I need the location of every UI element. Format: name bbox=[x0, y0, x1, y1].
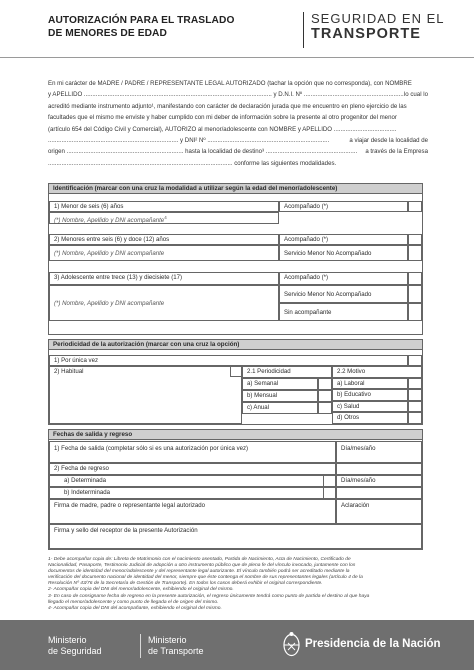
declaration-text-right: lo cual lo bbox=[403, 91, 428, 99]
period-monthly: b) Mensual bbox=[242, 390, 318, 402]
ministry-line-1: Ministerio bbox=[48, 635, 87, 645]
return-undetermined-option: b) Indeterminada bbox=[49, 487, 336, 499]
period-weekly: a) Semanal bbox=[242, 378, 318, 390]
section-title: Fechas de salida y regreso bbox=[49, 430, 422, 440]
row3-checkbox-unaccompanied[interactable] bbox=[408, 285, 422, 303]
section-title: Identificación (marcar con una cruz la modalidad a utilizar según la edad del menor/adolescente) bbox=[49, 184, 422, 194]
presidency-logo-text: Presidencia de la Nación bbox=[305, 638, 441, 650]
footer-divider bbox=[140, 634, 141, 658]
return-date-blank bbox=[336, 463, 422, 475]
row2-checkbox-accompanied[interactable] bbox=[408, 234, 422, 245]
departure-date-label: 1) Fecha de salida (completar sólo si es una autorización por única vez) bbox=[49, 441, 336, 463]
return-date-field[interactable]: Día/mes/año bbox=[336, 475, 422, 487]
periodicity-label: 2.1 Periodicidad bbox=[242, 366, 332, 378]
row3-checkbox-alone[interactable] bbox=[408, 303, 422, 321]
return-determined-option: a) Determinada bbox=[49, 475, 336, 487]
brand-logo bbox=[311, 11, 444, 43]
return-determined-checkbox[interactable] bbox=[323, 475, 336, 487]
motive-other-checkbox[interactable] bbox=[408, 412, 422, 424]
ministry-line-1: Ministerio bbox=[148, 635, 187, 645]
habitual-option: 2) Habitual bbox=[49, 366, 242, 424]
once-checkbox[interactable] bbox=[408, 355, 422, 366]
footnote-line: llegado el menor/adolescente y como punto de llegada el de origen del mismo. bbox=[48, 599, 219, 605]
brand-line-1: SEGURIDAD EN EL bbox=[311, 11, 445, 26]
dates-section bbox=[48, 429, 423, 550]
footnote-line: documentos de identidad del menor/adolescente y del representante legal autorizante. El vínculo también podrá ser acreditado mediante la bbox=[48, 569, 350, 575]
row3-label: 3) Adolescente entre trece (13) y diecisiete (17) bbox=[49, 272, 279, 285]
footnote-line: 4- Acompañar copia del DNI del acompañante, exhibiendo el original del mismo. bbox=[48, 605, 222, 611]
row3-companion-field[interactable]: (*) Nombre, Apellido y DNI acompañante bbox=[49, 285, 279, 321]
declaration-text-left: ............................................................................. y DNI² Nº ........................................................................ bbox=[48, 136, 330, 144]
national-shield-icon bbox=[283, 631, 300, 657]
motive-education-checkbox[interactable] bbox=[408, 389, 422, 401]
row2-checkbox-unaccompanied[interactable] bbox=[408, 245, 422, 261]
row2-label: 2) Menores entre seis (6) y doce (12) años bbox=[49, 234, 279, 245]
row3-checkbox-accompanied[interactable] bbox=[408, 272, 422, 285]
page-header bbox=[0, 0, 474, 58]
companion-placeholder: (*) Nombre, Apellido y DNI acompañante bbox=[54, 217, 165, 225]
ministry-line-2: de Transporte bbox=[148, 645, 204, 656]
footnote-line: 1- Debe acompañar copia de: Libreta de Matrimonio con el nacimiento asentado, Partida de Nacimiento, Acta de Nacimiento, Certificado de bbox=[48, 557, 351, 562]
declaration-text-right: a través de la Empresa bbox=[365, 148, 428, 156]
declaration-text-left: y APELLIDO ............................................................................................................... y D.N.I. Nº ........................................................... bbox=[48, 91, 404, 99]
ministry-transport-logo bbox=[148, 635, 204, 656]
page-footer bbox=[0, 620, 474, 670]
declaration-line bbox=[48, 89, 428, 100]
once-option: 1) Por única vez bbox=[49, 355, 408, 366]
row2-option-unaccompanied: Servicio Menor No Acompañado bbox=[279, 245, 408, 261]
footnote-line: 2- Acompañar copia del DNI del menor/adolescente, exhibiendo el original del mismo. bbox=[48, 587, 234, 593]
section-title: Periodicidad de la autorización (marcar con una cruz la opción) bbox=[49, 340, 422, 350]
row1-label: 1) Menor de seis (6) años bbox=[49, 201, 279, 212]
signature-field[interactable]: Firma de madre, padre o representante legal autorizado bbox=[49, 499, 336, 524]
motive-education: b) Educativo bbox=[332, 389, 408, 401]
period-annual: c) Anual bbox=[242, 402, 318, 414]
row1-checkbox[interactable] bbox=[408, 201, 422, 212]
motive-health: c) Salud bbox=[332, 401, 408, 412]
declaration-line: En mi carácter de MADRE / PADRE / REPRESENTANTE LEGAL AUTORIZADO (tachar la opción que no corresponda), con NOMBRE bbox=[48, 80, 412, 87]
declaration-text-right: a viajar desde la localidad de bbox=[349, 136, 428, 144]
row2-option-accompanied: Acompañado (*) bbox=[279, 234, 408, 245]
footnote-line: Nacionalidad, Pasaporte, Testimonio Judicial de adopción u otro instrumento público que de plena fe del vínculo invocado, juntamente con los bbox=[48, 563, 356, 569]
declaration-line bbox=[48, 135, 428, 146]
motive-health-checkbox[interactable] bbox=[408, 401, 422, 412]
habitual-checkbox[interactable] bbox=[230, 366, 242, 377]
ministry-line-2: de Seguridad bbox=[48, 645, 102, 656]
row3-option-accompanied: Acompañado (*) bbox=[279, 272, 408, 285]
motive-other: d) Otros bbox=[332, 412, 408, 424]
period-annual-checkbox[interactable] bbox=[318, 402, 332, 414]
declaration-line: facultades que el mismo me enviste y haber cumplido con mi deber de información sobre la presente al otro progenitor del menor bbox=[48, 114, 397, 122]
title-line-2: DE MENORES DE EDAD bbox=[48, 27, 167, 39]
motive-label: 2.2 Motivo bbox=[332, 366, 422, 378]
document-title bbox=[48, 15, 234, 40]
clarification-field[interactable]: Aclaración bbox=[336, 499, 422, 524]
title-line-1: AUTORIZACIÓN PARA EL TRASLADO bbox=[48, 15, 235, 26]
footnotes bbox=[48, 557, 428, 612]
footnote-line: verificación del documento nacional de identidad del menor, siempre que éste contenga el nombre de sus representantes legales (artículo 4 de la bbox=[48, 575, 363, 581]
identification-section bbox=[48, 183, 423, 335]
return-date-label: 2) Fecha de regreso bbox=[49, 463, 336, 475]
return-undetermined-blank bbox=[336, 487, 422, 499]
brand-line-2: TRANSPORTE bbox=[311, 26, 421, 42]
row2-companion-field[interactable]: (*) Nombre, Apellido y DNI acompañante bbox=[49, 245, 279, 261]
row1-option-accompanied: Acompañado (*) bbox=[279, 201, 408, 212]
receiver-stamp-field[interactable]: Firma y sello del receptor de la presente Autorización bbox=[49, 524, 422, 549]
declaration-line: acreditó mediante instrumento adjunto¹, manifestando con carácter de declaración jurada que me encuentro en pleno ejercicio de las bbox=[48, 102, 407, 110]
footnote-line: 3- En caso de consignarse fecha de regreso en la presente autorización, el regreso únicamente tendrá como punto de partida el destino al que haya bbox=[48, 593, 370, 599]
declaration-line bbox=[48, 146, 428, 157]
period-weekly-checkbox[interactable] bbox=[318, 378, 332, 390]
header-divider bbox=[303, 12, 304, 48]
departure-date-field[interactable]: Día/mes/año bbox=[336, 441, 422, 463]
periodicity-section bbox=[48, 339, 423, 425]
return-undetermined-checkbox[interactable] bbox=[323, 487, 336, 499]
declaration-line: (artículo 654 del Código Civil y Comercial), AUTORIZO al menor/adolescente con NOMBRE y APELLIDO ..................................... bbox=[48, 125, 397, 133]
row3-option-alone: Sin acompañante bbox=[279, 303, 408, 321]
row1-companion-field[interactable] bbox=[49, 212, 279, 224]
declaration-text-left: origen ..................................................................... hasta la localidad de destino³ ...................................................... bbox=[48, 148, 358, 156]
declaration-text bbox=[48, 78, 428, 169]
period-monthly-checkbox[interactable] bbox=[318, 390, 332, 402]
row3-option-unaccompanied: Servicio Menor No Acompañado bbox=[279, 285, 408, 303]
motive-work-checkbox[interactable] bbox=[408, 378, 422, 389]
ministry-security-logo bbox=[48, 635, 102, 656]
motive-work: a) Laboral bbox=[332, 378, 408, 389]
declaration-line: ............................................................................................................. conforme las siguientes modalidades. bbox=[48, 159, 337, 167]
footnote-line: Resolución Nº 43/76 de la Secretaría de Gestión de Transporte). En todos los casos deberá exhibir el original correspondiente. bbox=[48, 581, 323, 587]
footnote-ref: 4 bbox=[164, 215, 167, 220]
